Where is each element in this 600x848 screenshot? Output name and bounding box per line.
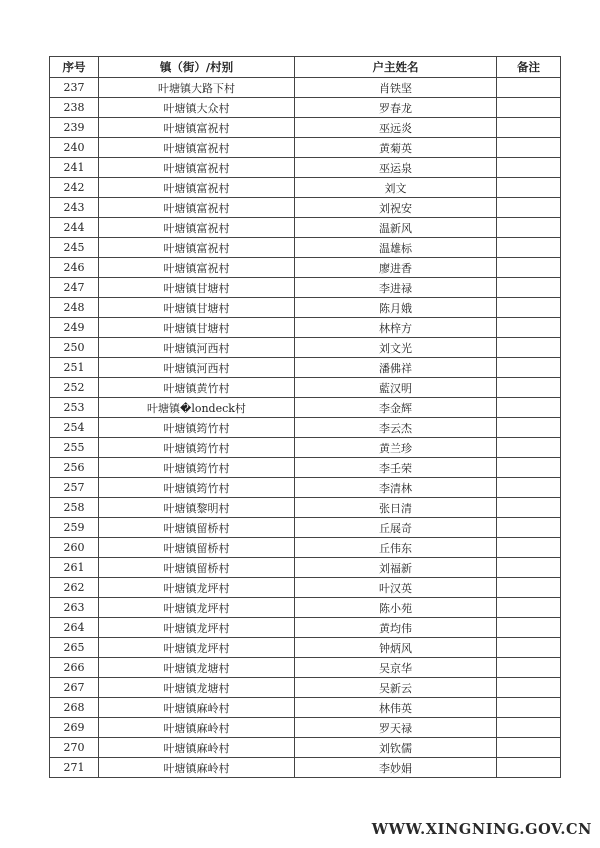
cell-household-name: 巫远炎 (295, 118, 497, 138)
cell-note (497, 718, 561, 738)
cell-village: 叶塘镇甘塘村 (99, 278, 295, 298)
cell-number: 249 (50, 318, 99, 338)
cell-household-name: 巫运泉 (295, 158, 497, 178)
table-row (50, 658, 561, 678)
table-header-row (50, 57, 561, 78)
cell-household-name: 刘祝安 (295, 198, 497, 218)
cell-household-name: 李云杰 (295, 418, 497, 438)
cell-note (497, 658, 561, 678)
cell-household-name: 吴京华 (295, 658, 497, 678)
cell-number: 268 (50, 698, 99, 718)
cell-household-name: 李清林 (295, 478, 497, 498)
header-household-name: 户主姓名 (295, 57, 497, 78)
cell-household-name: 林梓方 (295, 318, 497, 338)
cell-number: 261 (50, 558, 99, 578)
cell-village: 叶塘镇筠竹村 (99, 458, 295, 478)
cell-note (497, 318, 561, 338)
cell-note (497, 458, 561, 478)
cell-number: 270 (50, 738, 99, 758)
household-roster-table (49, 56, 561, 778)
cell-number: 259 (50, 518, 99, 538)
table-row (50, 398, 561, 418)
cell-village: 叶塘镇龙塘村 (99, 678, 295, 698)
header-note: 备注 (497, 57, 561, 78)
cell-number: 253 (50, 398, 99, 418)
cell-household-name: 李妙娟 (295, 758, 497, 778)
cell-village: 叶塘镇�londeck村 (99, 398, 295, 418)
cell-note (497, 558, 561, 578)
cell-village: 叶塘镇富祝村 (99, 138, 295, 158)
cell-household-name: 张日清 (295, 498, 497, 518)
cell-village: 叶塘镇龙坪村 (99, 578, 295, 598)
cell-number: 265 (50, 638, 99, 658)
cell-number: 262 (50, 578, 99, 598)
cell-village: 叶塘镇龙坪村 (99, 638, 295, 658)
table-row (50, 578, 561, 598)
cell-note (497, 698, 561, 718)
cell-household-name: 温新风 (295, 218, 497, 238)
cell-household-name: 黄菊英 (295, 138, 497, 158)
table-row (50, 278, 561, 298)
table-row (50, 438, 561, 458)
table-row (50, 98, 561, 118)
cell-household-name: 藍汉明 (295, 378, 497, 398)
cell-household-name: 李金辉 (295, 398, 497, 418)
cell-village: 叶塘镇留桥村 (99, 538, 295, 558)
cell-household-name: 刘文 (295, 178, 497, 198)
cell-village: 叶塘镇黎明村 (99, 498, 295, 518)
cell-village: 叶塘镇麻岭村 (99, 758, 295, 778)
table-row (50, 298, 561, 318)
cell-note (497, 538, 561, 558)
cell-household-name: 林伟英 (295, 698, 497, 718)
cell-household-name: 罗天禄 (295, 718, 497, 738)
cell-household-name: 黄均伟 (295, 618, 497, 638)
cell-village: 叶塘镇大路下村 (99, 78, 295, 98)
table-row (50, 458, 561, 478)
cell-number: 255 (50, 438, 99, 458)
cell-note (497, 358, 561, 378)
cell-note (497, 378, 561, 398)
cell-number: 239 (50, 118, 99, 138)
cell-village: 叶塘镇筠竹村 (99, 478, 295, 498)
cell-number: 245 (50, 238, 99, 258)
cell-number: 258 (50, 498, 99, 518)
table-row (50, 618, 561, 638)
cell-village: 叶塘镇富祝村 (99, 218, 295, 238)
cell-note (497, 118, 561, 138)
cell-note (497, 138, 561, 158)
cell-household-name: 丘伟东 (295, 538, 497, 558)
cell-household-name: 丘展奇 (295, 518, 497, 538)
cell-number: 240 (50, 138, 99, 158)
cell-note (497, 258, 561, 278)
cell-household-name: 陈月娥 (295, 298, 497, 318)
table-row (50, 378, 561, 398)
cell-household-name: 潘佛祥 (295, 358, 497, 378)
cell-number: 254 (50, 418, 99, 438)
cell-note (497, 398, 561, 418)
cell-number: 247 (50, 278, 99, 298)
table-row (50, 598, 561, 618)
cell-number: 257 (50, 478, 99, 498)
cell-number: 266 (50, 658, 99, 678)
header-village: 镇（街）/村别 (99, 57, 295, 78)
table-row (50, 238, 561, 258)
cell-note (497, 598, 561, 618)
cell-note (497, 418, 561, 438)
table-row (50, 358, 561, 378)
cell-household-name: 肖铁坚 (295, 78, 497, 98)
cell-note (497, 578, 561, 598)
cell-number: 263 (50, 598, 99, 618)
table-row (50, 138, 561, 158)
table-row (50, 338, 561, 358)
cell-number: 246 (50, 258, 99, 278)
cell-number: 251 (50, 358, 99, 378)
cell-note (497, 98, 561, 118)
cell-village: 叶塘镇富祝村 (99, 198, 295, 218)
table-row (50, 698, 561, 718)
cell-number: 260 (50, 538, 99, 558)
table-row (50, 218, 561, 238)
cell-household-name: 陈小苑 (295, 598, 497, 618)
cell-household-name: 罗春龙 (295, 98, 497, 118)
cell-household-name: 刘福新 (295, 558, 497, 578)
table-row (50, 678, 561, 698)
cell-village: 叶塘镇河西村 (99, 358, 295, 378)
cell-note (497, 638, 561, 658)
cell-note (497, 218, 561, 238)
cell-village: 叶塘镇龙坪村 (99, 618, 295, 638)
cell-village: 叶塘镇留桥村 (99, 558, 295, 578)
cell-number: 248 (50, 298, 99, 318)
cell-note (497, 238, 561, 258)
cell-village: 叶塘镇富祝村 (99, 178, 295, 198)
footer-website-url: WWW.XINGNING.GOV.CN (371, 821, 592, 838)
cell-number: 264 (50, 618, 99, 638)
table-row (50, 738, 561, 758)
cell-village: 叶塘镇富祝村 (99, 158, 295, 178)
table-row (50, 498, 561, 518)
table-row (50, 178, 561, 198)
cell-household-name: 廖进香 (295, 258, 497, 278)
cell-household-name: 李进禄 (295, 278, 497, 298)
cell-number: 256 (50, 458, 99, 478)
cell-number: 237 (50, 78, 99, 98)
cell-number: 242 (50, 178, 99, 198)
cell-number: 241 (50, 158, 99, 178)
cell-number: 271 (50, 758, 99, 778)
cell-note (497, 298, 561, 318)
cell-village: 叶塘镇河西村 (99, 338, 295, 358)
cell-note (497, 478, 561, 498)
cell-village: 叶塘镇筠竹村 (99, 418, 295, 438)
cell-note (497, 678, 561, 698)
cell-household-name: 钟炳风 (295, 638, 497, 658)
cell-village: 叶塘镇留桥村 (99, 518, 295, 538)
cell-note (497, 158, 561, 178)
cell-household-name: 黄兰珍 (295, 438, 497, 458)
table-row (50, 638, 561, 658)
table-row (50, 758, 561, 778)
cell-number: 243 (50, 198, 99, 218)
cell-note (497, 738, 561, 758)
cell-village: 叶塘镇筠竹村 (99, 438, 295, 458)
table-row (50, 538, 561, 558)
table-body (50, 78, 561, 778)
table-row (50, 78, 561, 98)
table-row (50, 518, 561, 538)
table-row (50, 718, 561, 738)
cell-village: 叶塘镇麻岭村 (99, 738, 295, 758)
table-row (50, 198, 561, 218)
cell-note (497, 618, 561, 638)
table-row (50, 318, 561, 338)
cell-village: 叶塘镇龙坪村 (99, 598, 295, 618)
cell-note (497, 198, 561, 218)
cell-note (497, 498, 561, 518)
cell-number: 269 (50, 718, 99, 738)
cell-note (497, 518, 561, 538)
cell-number: 267 (50, 678, 99, 698)
cell-note (497, 178, 561, 198)
cell-note (497, 278, 561, 298)
cell-village: 叶塘镇甘塘村 (99, 298, 295, 318)
cell-household-name: 刘文光 (295, 338, 497, 358)
table-row (50, 158, 561, 178)
cell-household-name: 温雄标 (295, 238, 497, 258)
cell-note (497, 338, 561, 358)
cell-village: 叶塘镇富祝村 (99, 258, 295, 278)
table-row (50, 258, 561, 278)
cell-village: 叶塘镇龙塘村 (99, 658, 295, 678)
cell-number: 252 (50, 378, 99, 398)
table-row (50, 558, 561, 578)
cell-village: 叶塘镇大众村 (99, 98, 295, 118)
cell-note (497, 78, 561, 98)
cell-household-name: 吴新云 (295, 678, 497, 698)
table-row (50, 118, 561, 138)
cell-note (497, 438, 561, 458)
cell-village: 叶塘镇麻岭村 (99, 698, 295, 718)
cell-village: 叶塘镇麻岭村 (99, 718, 295, 738)
table-row (50, 418, 561, 438)
cell-number: 244 (50, 218, 99, 238)
cell-household-name: 刘钦儒 (295, 738, 497, 758)
cell-village: 叶塘镇黄竹村 (99, 378, 295, 398)
cell-number: 238 (50, 98, 99, 118)
header-number: 序号 (50, 57, 99, 78)
cell-village: 叶塘镇富祝村 (99, 118, 295, 138)
table-row (50, 478, 561, 498)
cell-household-name: 李壬荣 (295, 458, 497, 478)
cell-note (497, 758, 561, 778)
cell-village: 叶塘镇富祝村 (99, 238, 295, 258)
cell-number: 250 (50, 338, 99, 358)
cell-village: 叶塘镇甘塘村 (99, 318, 295, 338)
cell-household-name: 叶汉英 (295, 578, 497, 598)
